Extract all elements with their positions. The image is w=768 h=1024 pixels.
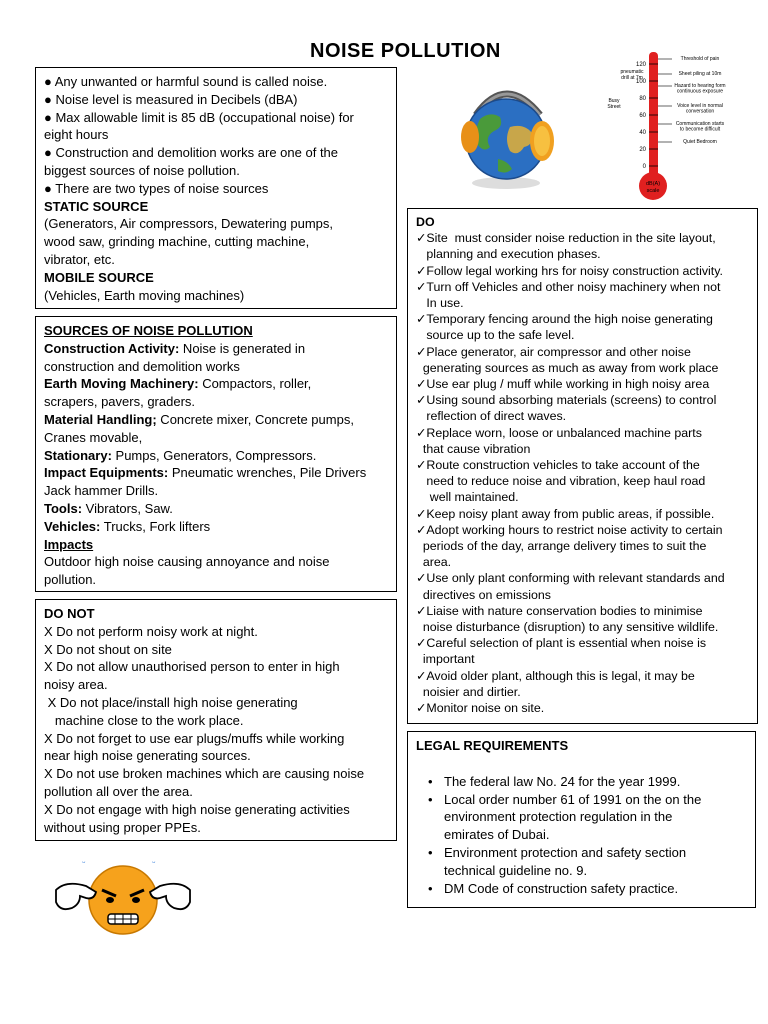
source-label: Vehicles: [44, 518, 101, 534]
source-text: Cranes movable, [44, 429, 143, 445]
left-label-line: Busy [608, 98, 620, 104]
static-source-text: vibrator, etc. [44, 251, 115, 267]
source-text: Noise is generated in [179, 340, 306, 356]
thermometer-right-label: to become difficult [679, 126, 721, 133]
thermometer-right-label: Communication starts [675, 121, 725, 127]
do-line: ✓Turn off Vehicles and other noisy machinery when not [416, 279, 721, 294]
sources-box [35, 316, 397, 592]
source-label: Impact Equipments: [44, 465, 169, 481]
globe-earmuffs-illustration [458, 75, 558, 193]
do-line: directives on emissions [416, 587, 551, 602]
impacts-text: Outdoor high noise causing annoyance and noise [44, 554, 330, 570]
intro-line: eight hours [44, 127, 109, 143]
decibel-thermometer-illustration [600, 52, 748, 202]
do-line: ✓Follow legal working hrs for noisy construction activity. [416, 263, 723, 278]
source-text: Concrete mixer, Concrete pumps, [156, 411, 354, 427]
legal-item: • DM Code of construction safety practice. [434, 880, 747, 898]
impacts-heading: Impacts [44, 536, 94, 552]
do-line: source up to the safe level. [416, 328, 575, 343]
thermometer-right-label: Threshold of pain [680, 56, 720, 62]
do-line: ✓Using sound absorbing materials (screens) to control [416, 393, 717, 408]
source-item [44, 340, 388, 358]
thermometer-tube [649, 52, 658, 180]
source-item [44, 447, 388, 465]
do-line: that cause vibration [416, 441, 531, 456]
source-text: Pumps, Generators, Compressors. [111, 447, 317, 463]
do-not-line: near high noise generating sources. [44, 748, 251, 764]
angry-face-icon [48, 854, 198, 940]
source-item [44, 500, 388, 518]
thermometer-tick-label: 40 [639, 130, 646, 136]
do-heading: DO [416, 215, 435, 229]
thermometer-tick-label: 0 [642, 164, 646, 170]
legal-box [407, 731, 756, 908]
do-line: ✓Route construction vehicles to take account of the [416, 458, 700, 473]
do-line: ✓Careful selection of plant is essential when noise is [416, 636, 707, 651]
thermometer-tick-label: 80 [639, 96, 646, 102]
intro-box [35, 67, 397, 309]
static-source-heading: STATIC SOURCE [44, 198, 149, 214]
bulb-label-line: scale [646, 188, 660, 194]
bulb-label-line: dB(A) [645, 181, 661, 187]
do-line: noisier and dirtier. [416, 684, 521, 699]
intro-line: ● Any unwanted or harmful sound is called noise. [44, 74, 328, 89]
intro-line: ● Max allowable limit is 85 dB (occupational noise) for [44, 109, 354, 125]
do-line: ✓Avoid older plant, although this is legal, it may be [416, 668, 695, 683]
legal-list [416, 773, 747, 898]
static-source-text: (Generators, Air compressors, Dewatering pumps, [44, 216, 333, 232]
thermometer-tick-label: 120 [635, 62, 646, 68]
do-not-line: X Do not perform noisy work at night. [44, 623, 258, 639]
do-list [416, 230, 749, 716]
thermometer-tick-label: 100 [635, 79, 646, 85]
left-label-line: drill at 7m [621, 75, 643, 81]
do-line: ✓Adopt working hours to restrict noise activity to certain [416, 522, 723, 537]
do-line: well maintained. [416, 490, 519, 505]
left-label-line: pneumatic [620, 69, 644, 75]
svg-text:ᵕ: ᵕ [82, 859, 86, 869]
source-text: Pneumatic wrenches, Pile Drivers [168, 465, 367, 481]
source-text: Jack hammer Drills. [44, 483, 159, 499]
legal-item: • Environment protection and safety section technical guideline no. 9. [434, 844, 747, 880]
do-line: In use. [416, 296, 464, 311]
do-line: ✓Liaise with nature conservation bodies to minimise [416, 603, 703, 618]
do-line: ✓Temporary fencing around the high noise generating [416, 312, 713, 327]
do-line: noise disturbance (disruption) to any sensitive wildlife. [416, 620, 719, 635]
do-line: ✓Replace worn, loose or unbalanced machine parts [416, 425, 702, 440]
do-line: reflection of direct waves. [416, 409, 567, 424]
intro-line: biggest sources of noise pollution. [44, 162, 240, 178]
do-not-heading: DO NOT [44, 606, 95, 621]
sources-heading: SOURCES OF NOISE POLLUTION [44, 323, 253, 338]
do-line: important [416, 652, 475, 667]
globe-earmuffs-icon [458, 75, 558, 193]
source-text: Compactors, roller, [198, 376, 312, 392]
do-not-line: X Do not allow unauthorised person to enter in high [44, 659, 340, 675]
do-line: generating sources as much as away from work place [416, 360, 719, 375]
do-not-line: noisy area. [44, 677, 108, 693]
thermometer-icon [600, 52, 748, 202]
source-text: Trucks, Fork lifters [100, 518, 211, 534]
do-line: ✓Site must consider noise reduction in the site layout, [416, 231, 716, 246]
do-line: ✓Keep noisy plant away from public areas, if possible. [416, 506, 715, 521]
do-line: ✓Use ear plug / muff while working in high noisy area [416, 377, 710, 392]
do-not-line: X Do not forget to use ear plugs/muffs while working [44, 730, 345, 746]
left-label-line: Street [607, 104, 621, 110]
do-not-box [35, 599, 397, 841]
source-item [44, 411, 388, 429]
intro-line: ● Noise level is measured in Decibels (dBA) [44, 91, 298, 107]
source-label: Material Handling; [44, 411, 157, 427]
mobile-source-heading: MOBILE SOURCE [44, 269, 154, 285]
source-item [44, 518, 388, 536]
source-text: construction and demolition works [44, 358, 240, 374]
do-box [407, 208, 758, 724]
thermometer-right-label: conversation [685, 108, 715, 115]
source-text: Vibrators, Saw. [82, 500, 173, 516]
do-not-line: pollution all over the area. [44, 783, 193, 799]
legal-heading: LEGAL REQUIREMENTS [416, 738, 569, 753]
thermometer-right-label: Quiet Bedroom [683, 139, 717, 145]
page-title: NOISE POLLUTION [310, 40, 501, 62]
do-line: ✓Use only plant conforming with relevant standards and [416, 571, 725, 586]
do-line: ✓Place generator, air compressor and other noise [416, 344, 691, 359]
source-item [44, 464, 388, 482]
thermometer-right-label: Sheet piling at 10m [678, 71, 722, 77]
legal-item: • The federal law No. 24 for the year 1999. [434, 773, 747, 791]
source-label: Tools: [44, 500, 83, 516]
source-label: Construction Activity: [44, 340, 180, 356]
do-not-line: X Do not use broken machines which are causing noise [44, 766, 365, 782]
mobile-source-text: (Vehicles, Earth moving machines) [44, 287, 245, 303]
source-label: Stationary: [44, 447, 112, 463]
do-line: periods of the day, arrange delivery times to suit the [416, 539, 707, 554]
do-not-line: X Do not engage with high noise generating activities [44, 801, 350, 817]
source-item [44, 375, 388, 393]
source-label: Earth Moving Machinery: [44, 376, 199, 392]
angry-face-covering-ears-illustration [48, 854, 198, 940]
source-text: scrapers, pavers, graders. [44, 394, 196, 410]
thermometer-tick-label: 60 [639, 113, 646, 119]
thermometer-right-label: Hazard to hearing form [674, 83, 726, 89]
do-line: ✓Monitor noise on site. [416, 701, 545, 716]
thermometer-tick-label: 20 [639, 147, 646, 153]
svg-text:ᵕ: ᵕ [152, 859, 156, 869]
do-not-line: X Do not place/install high noise generating [44, 694, 298, 710]
intro-line: ● There are two types of noise sources [44, 180, 269, 196]
do-not-line: machine close to the work place. [44, 712, 244, 728]
thermometer-right-label: Voice level in normal [677, 103, 723, 109]
do-not-line: X Do not shout on site [44, 641, 172, 657]
legal-item: • Local order number 61 of 1991 on the on the environment protection regulation in the emirates of Dubai. [434, 791, 747, 844]
do-line: need to reduce noise and vibration, keep haul road [416, 474, 706, 489]
do-not-line: without using proper PPEs. [44, 819, 201, 835]
do-line: planning and execution phases. [416, 247, 601, 262]
do-line: area. [416, 555, 452, 570]
static-source-text: wood saw, grinding machine, cutting machine, [44, 234, 310, 250]
thermometer-right-label: continuous exposure [676, 88, 724, 95]
intro-line: ● Construction and demolition works are one of the [44, 145, 339, 161]
impacts-text: pollution. [44, 572, 97, 588]
